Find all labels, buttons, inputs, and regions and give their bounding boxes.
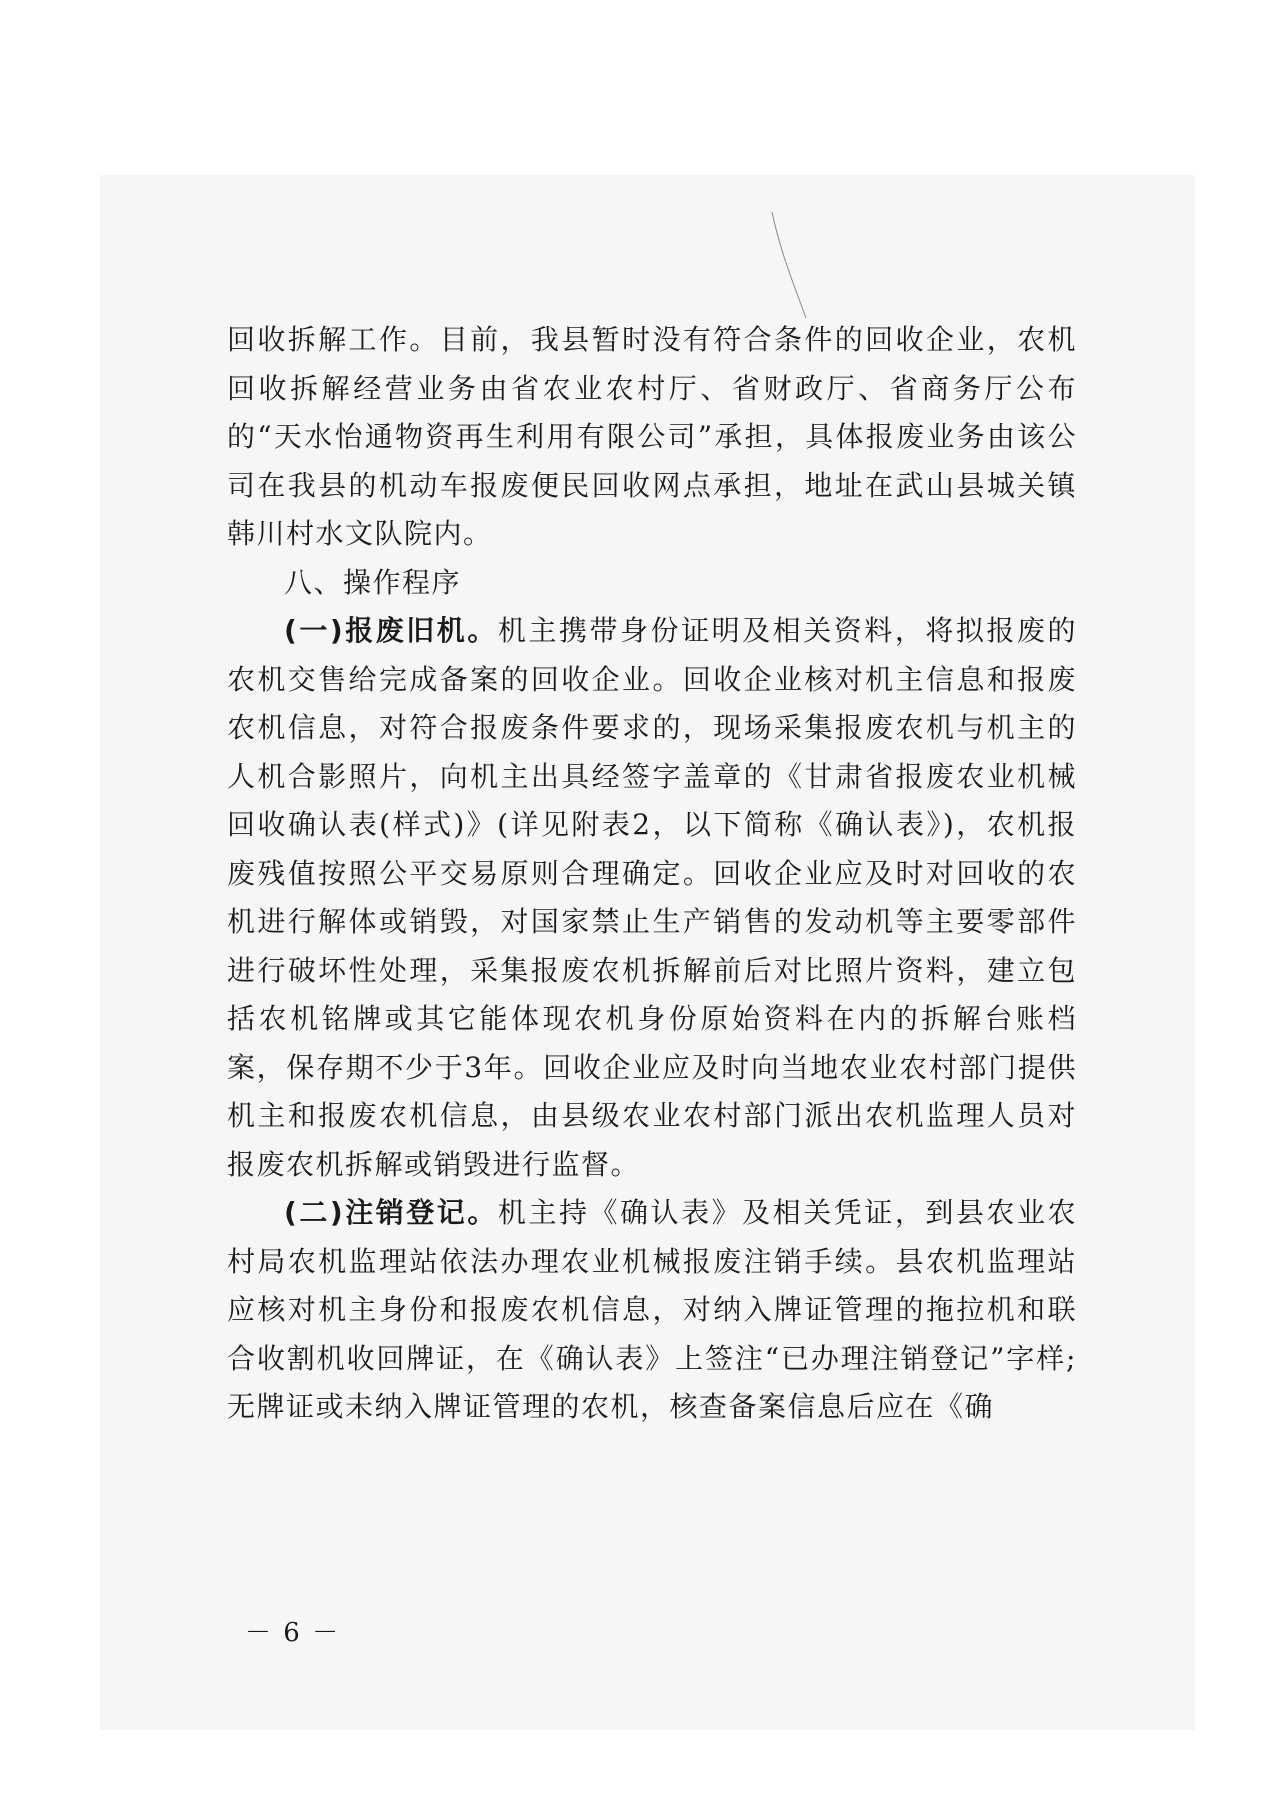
intro-paragraph: 回收拆解工作。目前，我县暂时没有符合条件的回收企业，农机回收拆解经营业务由省农业农村厅、省财政厅、省商务厅公布的“天水怡通物资再生利用有限公司”承担，具体报废业务由该公司在我县的机动车报废便民回收网点承担，地址在武山县城关镇韩川村水文队院内。: [227, 323, 1077, 550]
item-paragraph-2: [227, 1189, 1077, 1432]
item-title-1: (一)报废旧机。: [284, 614, 498, 647]
item-paragraph-1: [227, 607, 1077, 1189]
item-text-2: 机主持《确认表》及相关凭证，到县农业农村局农机监理站依法办理农业机械报废注销手续。县农机监理站应核对机主身份和报废农机信息，对纳入牌证管理的拖拉机和联合收割机收回牌证，在《确认表》上签注“已办理注销登记”字样;无牌证或未纳入牌证管理的农机，核查备案信息后应在《确: [227, 1196, 1077, 1423]
paper-fold-mark: [770, 210, 810, 320]
item-text-1: 机主携带身份证明及相关资料，将拟报废的农机交售给完成备案的回收企业。回收企业核对机主信息和报废农机信息，对符合报废条件要求的，现场采集报废农机与机主的人机合影照片，向机主出具经签字盖章的《甘肃省报废农业机械回收确认表(样式)》(详见附表2，以下简称《确认表》)，农机报废残值按照公平交易原则合理确定。回收企业应及时对回收的农机进行解体或销毁，对国家禁止生产销售的发动机等主要零部件进行破坏性处理，采集报废农机拆解前后对比照片资料，建立包括农机铭牌或其它能体现农机身份原始资料在内的拆解台账档案，保存期不少于3年。回收企业应及时向当地农业农村部门提供机主和报废农机信息，由县级农业农村部门派出农机监理人员对报废农机拆解或销毁进行监督。: [227, 614, 1077, 1181]
page-number: － 6 －: [245, 1618, 341, 1648]
section-heading: 八、操作程序: [284, 565, 462, 599]
item-title-2: (二)注销登记。: [284, 1196, 498, 1229]
document-body: [227, 316, 1077, 1432]
